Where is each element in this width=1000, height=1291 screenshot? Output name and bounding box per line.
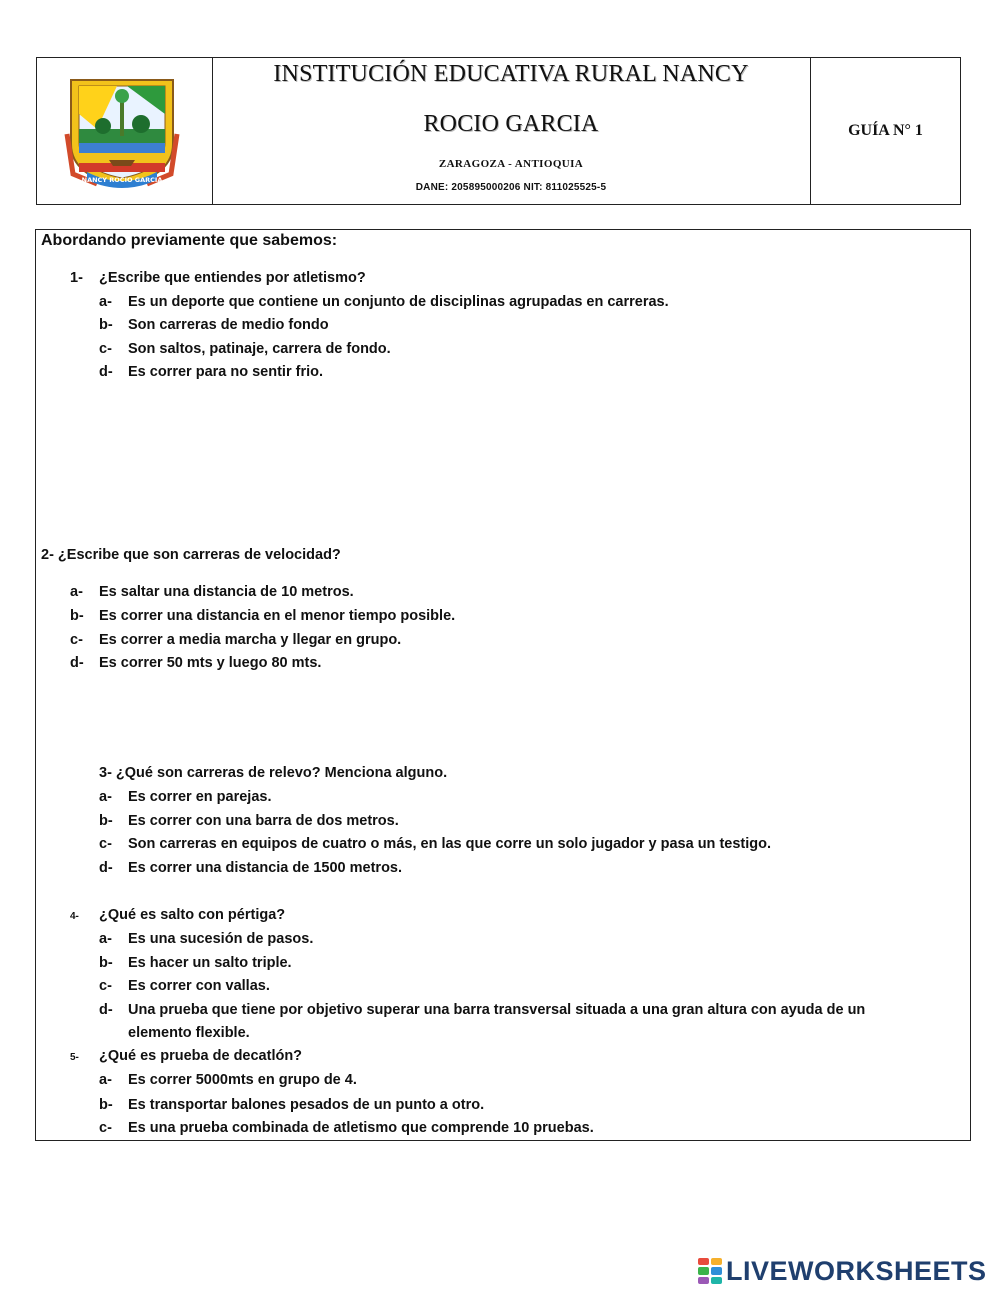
option-label: a- bbox=[70, 584, 83, 600]
option-4c[interactable] bbox=[99, 978, 270, 994]
option-text: Es saltar una distancia de 10 metros. bbox=[99, 584, 354, 600]
option-text: Es una prueba combinada de atletismo que comprende 10 pruebas. bbox=[128, 1120, 594, 1136]
option-1a[interactable] bbox=[99, 294, 669, 310]
liveworksheets-brand bbox=[698, 1256, 987, 1286]
option-text: Es correr para no sentir frio. bbox=[128, 364, 324, 380]
option-label: c- bbox=[99, 836, 112, 852]
option-1d[interactable] bbox=[99, 364, 324, 380]
option-1b[interactable] bbox=[99, 317, 329, 333]
liveworksheets-wordmark: LIVEWORKSHEETS bbox=[726, 1255, 987, 1286]
option-5c[interactable] bbox=[99, 1120, 594, 1136]
option-text: Son saltos, patinaje, carrera de fondo. bbox=[128, 341, 391, 357]
option-5b[interactable] bbox=[99, 1097, 485, 1113]
option-text: Es correr 5000mts en grupo de 4. bbox=[128, 1072, 357, 1088]
question-4 bbox=[70, 907, 286, 923]
option-5a[interactable] bbox=[99, 1072, 357, 1088]
question-text: ¿Qué es prueba de decatlón? bbox=[99, 1048, 303, 1064]
option-label: a- bbox=[99, 1072, 112, 1088]
question-number: 5- bbox=[70, 1052, 79, 1063]
school-ids: DANE: 205895000206 NIT: 811025525-5 bbox=[415, 182, 607, 193]
option-text: Una prueba que tiene por objetivo superar una barra transversal situada a una gran altura con ayuda de un bbox=[128, 1002, 866, 1018]
option-4b[interactable] bbox=[99, 955, 292, 971]
option-text: Es transportar balones pesados de un punto a otro. bbox=[128, 1097, 485, 1113]
question-5 bbox=[70, 1048, 303, 1064]
option-label: a- bbox=[99, 789, 112, 805]
option-label: d- bbox=[99, 1002, 113, 1018]
question-3: 3- ¿Qué son carreras de relevo? Menciona alguno. bbox=[99, 765, 448, 781]
option-label: a- bbox=[99, 931, 112, 947]
option-2a[interactable] bbox=[70, 584, 354, 600]
option-label: d- bbox=[99, 364, 113, 380]
option-text: Es correr a media marcha y llegar en grupo. bbox=[99, 632, 402, 648]
option-label: c- bbox=[70, 632, 83, 648]
option-label: b- bbox=[99, 1097, 113, 1113]
option-2c[interactable] bbox=[70, 632, 402, 648]
question-text: ¿Escribe que entiendes por atletismo? bbox=[99, 270, 366, 286]
option-text: Es una sucesión de pasos. bbox=[128, 931, 314, 947]
option-text: Es un deporte que contiene un conjunto de disciplinas agrupadas en carreras. bbox=[128, 294, 669, 310]
question-1 bbox=[70, 270, 366, 286]
option-3d[interactable] bbox=[99, 860, 403, 876]
questions-box bbox=[35, 229, 971, 1141]
option-text: Es correr con una barra de dos metros. bbox=[128, 813, 399, 829]
option-label: d- bbox=[70, 655, 84, 671]
liveworksheets-icon bbox=[698, 1258, 722, 1284]
option-3a[interactable] bbox=[99, 789, 272, 805]
option-2b[interactable] bbox=[70, 608, 456, 624]
option-label: b- bbox=[99, 813, 113, 829]
option-label: c- bbox=[99, 1120, 112, 1136]
option-2d[interactable] bbox=[70, 655, 322, 671]
header-table bbox=[36, 57, 961, 205]
question-number: 4- bbox=[70, 911, 79, 922]
logo-cell bbox=[37, 58, 213, 204]
option-label: c- bbox=[99, 978, 112, 994]
school-crest-logo bbox=[57, 74, 187, 190]
option-3c[interactable] bbox=[99, 836, 771, 852]
option-1c[interactable] bbox=[99, 341, 391, 357]
intro-heading: Abordando previamente que sabemos: bbox=[41, 232, 338, 249]
logo-banner-text: NANCY ROCIO GARCIA bbox=[81, 176, 163, 184]
option-text: Es correr con vallas. bbox=[128, 978, 270, 994]
question-number: 1- bbox=[70, 270, 83, 286]
option-label: b- bbox=[99, 955, 113, 971]
school-name-line1: INSTITUCIÓN EDUCATIVA RURAL NANCY bbox=[273, 61, 749, 87]
option-4d[interactable] bbox=[99, 1002, 866, 1018]
guide-number: GUÍA N° 1 bbox=[848, 122, 923, 139]
title-cell bbox=[212, 58, 811, 204]
option-label: a- bbox=[99, 294, 112, 310]
option-label: b- bbox=[99, 317, 113, 333]
option-4a[interactable] bbox=[99, 931, 314, 947]
option-text: Es correr en parejas. bbox=[128, 789, 272, 805]
option-label: b- bbox=[70, 608, 84, 624]
option-text: Son carreras de medio fondo bbox=[128, 317, 329, 333]
option-label: c- bbox=[99, 341, 112, 357]
option-text: Es correr 50 mts y luego 80 mts. bbox=[99, 655, 322, 671]
question-text: ¿Qué es salto con pértiga? bbox=[99, 907, 286, 923]
option-4d-continued: elemento flexible. bbox=[128, 1025, 250, 1041]
option-text: Son carreras en equipos de cuatro o más, en las que corre un solo jugador y pasa un testigo. bbox=[128, 836, 771, 852]
school-location: ZARAGOZA - ANTIOQUIA bbox=[438, 158, 584, 170]
guide-cell bbox=[811, 58, 960, 204]
question-2: 2- ¿Escribe que son carreras de velocidad? bbox=[41, 547, 341, 563]
option-3b[interactable] bbox=[99, 813, 399, 829]
option-label: d- bbox=[99, 860, 113, 876]
option-text: Es hacer un salto triple. bbox=[128, 955, 292, 971]
option-text: Es correr una distancia de 1500 metros. bbox=[128, 860, 403, 876]
option-text: Es correr una distancia en el menor tiempo posible. bbox=[99, 608, 456, 624]
school-name-line2: ROCIO GARCIA bbox=[423, 111, 599, 137]
